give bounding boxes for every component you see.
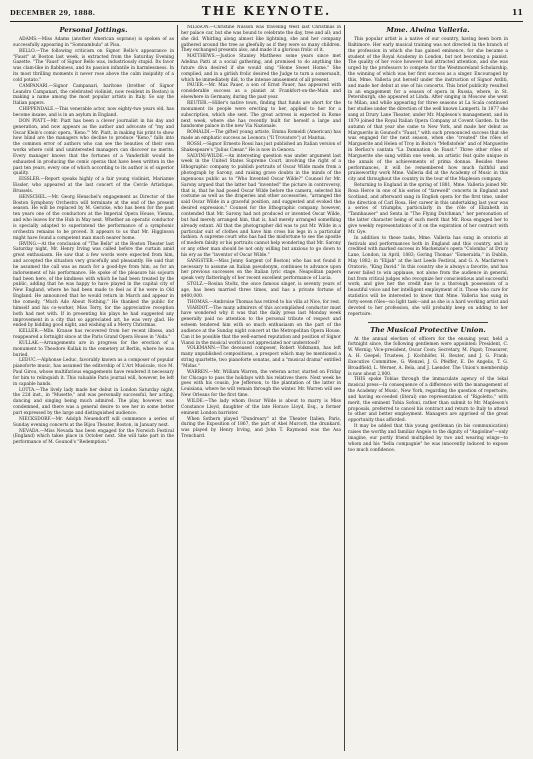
article-paragraph: REUTER.—Hiller's native town, finding that funds are short for the monument its people were erecting to her, applied to her for a subscription, which she sent. The great actress is expected in Rome next week, where she has recently built for herself a large and handsome palace in the new Via Nazionale. — [181, 100, 341, 130]
article-paragraph: ROSSI.—Signor Ernesto Rossi has just published an Italian version of Shakespeare's "Julius Cæsar." He is now in Genova. — [181, 141, 341, 153]
article-columns — [10, 25, 523, 751]
column-left — [10, 25, 177, 751]
article-paragraph: When Sothern played "Dundreary" at the Theater Italien, Paris, during the Exposition of 1867, the part of Abel Murcott, the drunkard, was played by Henry Irving, and John T. Raymond was the Asa Trenchard. — [181, 416, 341, 440]
section-heading-protective-union: The Musical Protective Union. — [370, 325, 486, 334]
issue-date: DECEMBER 29, 1888. — [10, 9, 96, 17]
article-paragraph: This popular artist is a native of our country, having been born in Baltimore. Her early musical training was not directed in the branch of the profession in which she has gained eminence, for she became a student of the Royal Academy in London, but not becoming a pianist. The quality of her voice however had attracted attention, and she was urged by the professors to compete for the Westmoreland Scholarship, the winning of which was her first success as a singer. Encouraged by this, Mme. Valleria put herself under the instruction of Signor Arditi, and made her debut at one of his concerts. This brief publicity resulted in an engagement for a season of opera in Russia, where, in St. Petersburgh, she appeared at Linda. After singing in Moscow she went to Milan, and while appearing for three seasons at La Scala continued her studies under the direction of the well known Lamperti. In 1877 she sang at Drury Lane Theater, under Mr. Mapleson's management, and in 1879 joined the Royal Italian Opera Company at Covent Garden. In the autumn of that year she came to New York, and made her debut as Marguerite in Gounod's "Faust," with such pronounced success that she was engaged for the next season, when she "created" the rôles of Marguerite and Helen of Troy in Boito's "Mefistofele" and of Marguerite in Berlioz's cantata "La Damnation de Faust." Three other rôles of Marguerite she sang within one week, an artistic feat quite unique in the annals of the achievements of prima donnas. Besides these performances, it will be remembered how much faithful and praiseworthy work Mme. Valleria did at the Academy of Music in this city and throughout the country in the tour of the Mapleson company. — [348, 37, 508, 183]
newspaper-page — [10, 4, 523, 754]
article-paragraph: PAUER.—Mr. Max Pauer, a son of Ernst Pauer, has appeared with considerable success as a pianist at Frankfort-on-the-Main and elsewhere in Germany, during the past year. — [181, 83, 341, 101]
section-heading-valleria: Mme. Alwina Valleria. — [386, 26, 470, 34]
article-paragraph: CAMPANARI.—Signor Campanari, baritone (brother of Signor Leandro Campanari, the celebrated violinist, now resident in Boston) is making a name among the most popular artists in Italy. So say the Italian papers. — [13, 83, 174, 107]
article-paragraph: IRVING.—At the conclusion of "The Bells" at the Boston Theater last Saturday night, Mr. Henry Irving was called before the curtain amid great enthusiasm. He saw that a few words were expected from him, and accepted the situation very gracefully and pleasantly. He said that he assumed the call was as much for a good-bye from him, as for an indorsement of his performance. He spoke of the pleasure his sojourn had been here, of the kindness with which he had been treated by the public, adding that he was happy to have played in the capital city of New England, where he had been made to feel as if he were in Old England. He announced that he would return in March and appear in the comedy, "Much Ado About Nothing." He thanked the public for himself and his co-worker, Miss Terry, for the appreciative reception both had met with. If in presenting his plays he had suggested any improvement in a city that so appreciated art, he was very glad. He ended by bidding good night, and wishing all a Merry Christmas. — [13, 241, 174, 329]
column-middle — [177, 25, 344, 751]
article-paragraph: KELLER.—Mlle. Krause has recovered from her recent illness, and reappeared a fortnight since at the Paris Grand Opera House in "Aida." — [13, 329, 174, 341]
article-paragraph: NILSSON.—Christine Nilsson was traveling West last Christmas in her palace car, but she was bound to celebrate the day, tree and all; and she did. Whirling along almost like lightning, she and her company gathered around the tree as gleefully as if they were so many children. They exchanged presents also, and made it a glorious frolic of it. — [181, 25, 341, 54]
article-paragraph: STOLZ.—Rosina Stoltz, the once famous singer, is seventy years of age, has been married three times, and has a private fortune of $400,000. — [181, 282, 341, 299]
masthead — [10, 4, 523, 22]
article-paragraph: ADAMS.—Miss Adams (another American soprano) is spoken of as successfully appearing in "Somnambula" at Pisa. — [13, 37, 174, 48]
article-paragraph: Returning to England in the spring of 1881, Mme. Valleria joined Mr. Rosa Herce in one of his series of "farewell" concerts in England and Scotland, and afterward sang in English opera for the first time, under the direction of Carl Rosa. Her career in this undertaking last year was a series of triumphs, particularly in the rôle of Elizabeth in "Tannhauser" and Senta in "The Flying Dutchman," her personation of the latter character being of such merit that Mr. Rosa engaged her to give weekly representations of it on the expiration of her contract with Mr. Gye. — [348, 183, 508, 235]
publication-title: THE KEYNOTE. — [201, 4, 332, 18]
article-paragraph: EISSLER.—Report speaks highly of a fair young violinist, Marianne Eissler, who appeared at the last concert of the Cercle Artistique, Brussels. — [13, 177, 174, 194]
page-number: 11 — [511, 7, 523, 17]
article-paragraph: VOLKMANN.—The deceased composer, Robert Volkmann, has left many unpublished compositions, a prospect which may be mentioned a string quartette, two pianoforte sonatas, and a "musical drama" entitled "Midas." — [181, 346, 341, 369]
article-paragraph: NEVADA.—Miss Nevada has been engaged for the Norwich Festival (England) which takes place in October next. She will take part in the performance of M. Gounod's "Redemption." — [13, 428, 174, 446]
article-paragraph: SALVINI-WILDE.—An interesting question was under argument last week in the United States Supreme Court, involving the right of a lithographic company to publish portraits of Oscar Wilde made from a photograph by Sarony, and raising grave doubts in the minds of the ingenuous public as to "Who Invented Oscar Wilde?" Counsel for Mr. Sarony argued that the latter had "invented" the picture in controversy, that is, that he had posed Oscar Wilde before the camera, selected his costume as well as the draperies and other accessories, "arranged the said Oscar Wilde in a graceful position, and suggested and evoked the desired expression." Counsel for the lithographic company, however, contended that Mr. Sarony had not produced or invented Oscar Wilde, but had merely arranged him, that is, had merely arranged something already extant. All that the photographer did was to put Mr. Wilde in a particular suit of clothes and have him cross his legs in a particular fashion. A supreme court who has had the misfortune to see the apostle of modern falsity or his portraits cannot help wondering that Mr. Sarony or any other man should be not only willing but anxious to go down to his ery as the "inventor of Oscar Wilde." — [181, 153, 341, 258]
article-paragraph: LOTTA.—The lively lady made her debut in London Saturday night, the 22d inst., in "Musette," and was personally successful, her acting, dancing and singing being much admired. The play, however, was condemned, and there was a general desire to see her in some better part expressed by the large and distinguished audience. — [13, 387, 174, 416]
article-paragraph: MATTHEWS.—Justice Stanley Matthews some years since met Adelina Patti at a social gathering, and promised to do anything the future diva desired if she would sing "Home Sweet Home." She complied, and in a girlish frolic desired the Judge to turn a somersault, which he immediately did, to the intense amusement of all present. — [181, 54, 341, 83]
article-paragraph: SANGSTER.—Miss Jenny Sargent (of Boston) who has not found it necessary to assume an Italian pseudonym, continues to advance upon her previous successes on the Italian lyric stage. Neapolitan papers speak very flatteringly of her recent excellent performance of Lucia. — [181, 258, 341, 282]
article-paragraph: DON PIATT.—Mr. Piatt has been a clever journalist in his day and generation, and now appears as the author and advocate of "my and Oscar Klein's comic opera, 'Keno.'" Mr. Piatt, in making his print to show how blind are the managers who decline to produce "Keno," falls into the common error of authors who can see the beauties of their own works where cold and uninterested managers can discover no merits. Every manager knows that the fortunes of a Vanderbilt would be exhausted in producing the comic operas that have been written in the past ten years, every one of which according to its author is of superior quality. — [13, 118, 174, 177]
article-paragraph: NIECKSDORF.—Mr. Adolph Neuendorff will commence a series of Sunday evening concerts at the Bijou Theater, Boston, in January next. — [13, 416, 174, 428]
article-paragraph: VIARDOT.—The many admirers of this accomplished conductor must have wondered why it was that the daily press last Monday week generally paid no attention to the personal tribute of respect and esteem tendered him with so much enthusiasm on the part of the audience at the Sunday night concert at the Metropolitan Opera House. Can it be possible that the well-earned reputation and position of Signor Viansi in the musical world is not appreciated nor understood? — [181, 305, 341, 346]
column-right — [344, 25, 511, 751]
article-paragraph: WARREN.—Mr. William Warren, the veteran actor, started on Friday for Chicago to pass the holidays with his relatives there. Next week he goes with his cousin, Joe Jefferson, to the plantation of the latter in Louisiana, where he will remain through the winter. Mr. Warren will see New Orleans for the first time. — [181, 369, 341, 399]
article-paragraph: KULLAK.—Arrangements are in progress for the erection of a monument to Theodore Kullak in the cemetery at Berlin, where he was buried. — [13, 340, 174, 358]
article-paragraph: BELLO.—The following criticism on Signor Bello's appearance in "Faust" at Boston last week, is extracted from the Saturday Evening Gazette. "The 'Faust' of Signor Bello was, industriously stupid. Its favor was clam-like in flabbiness, and its passion infantile in harmlessness. In its most thrilling moments it never rose above the calm insipidity of a cold potato." — [13, 48, 174, 83]
article-paragraph: WILDE.—The lady whom Oscar Wilde is about to marry is Miss Constance Lloyd, daughter of the late Horace Lloyd, Esq., a former eminent London barrister. — [181, 399, 341, 416]
article-paragraph: In addition to these tasks, Mme. Valleria has sung in oratorio at festivals and performances both in England and this country, and is credited with marked success in Mackenzie's opera "Colomba" at Drury Lane, London, in April, 1883; Goring Thomas' "Esmeralda," in Dublin, May 1882; in "Elijah" at the last Leeds Festival, and G. A. Macfarren's Oratorio, "King David." In this country she is always a favorite, and has never failed to win applause, not alone from the audience in general, but from critical judges who recognize her conscientious and successful work; and give her the credit due to a thorough possession of a beautiful voice and her intelligent employment of it. Those who care for statistics will be interested to know that Mme. Valleria has sung in forty-seven rôles—no light task—and as she is a hard working artist and devoted to her profession, she will probably keep on adding to her repertoire. — [348, 235, 508, 317]
article-paragraph: HENSCHEL.—Mr. Georg Henschel's engagement as Director of the Boston Symphony Orchestra will terminate at the end of the present season. He will be replaced by M. Gericke, who has been for the past ten years one of the conductors at the Imperial Opera House, Vienna, and who leaves for the Hub in May next. Whether an operatic conductor is specially adapted to superintend the performance of a symphonic orchestra remains to be proved. It appears to us that Mr. Higginson might have found a competent man much nearer home. — [13, 194, 174, 241]
article-paragraph: THIS spoke Tobias through the immaculate agency of the lokal musical press—In consequence of a difference with the management of the Academy of Music, New York, regarding the question of repertoire, and having ex-ceeded (literal) one representation of "Rigoletto," with merit, the eminent Tobia Sofoni, rather than submit to Mr. Mapleson's proposals, preferred to cancel his contract and return to Italy to attend to other and better employment. Managers are apprised of the great opportunity thus afforded. — [348, 377, 508, 424]
article-paragraph: At the annual election of officers for the ensuing year, held a fortnight since, the following gentlemen were appointed: President, C. W. Wernig; Vice-president, Oscar Coon; Secretary, M. Papst; Treasurer, A. H. Goepel; Trustees, J. Kochhöfer, H. Reuter, and J. G. Frank; Executive Committee, G. Wenzel, J. G. Pfeiffer, E. De Angelis, T. G. Broadfield, L. Werner, A. Bela, and J. Laender. The Union's membership is now about 2,000. — [348, 336, 508, 377]
article-paragraph: It may be added that this young gentleman (in his communication) raises the worthy and familiar Angelo to the dignity of "Angioline"—only imagine, our portly friend multiplied by two and wearing wings—to whom and his "bella compagnie" he was innocently induced to expose too much confidence. — [348, 424, 508, 453]
section-heading-personal-jottings: Personal Jottings. — [59, 26, 128, 34]
section-divider — [368, 322, 488, 323]
article-paragraph: CHIPPENDALE.—This venerable actor, now eighty-two years old, has become insane, and is in an asylum in England. — [13, 107, 174, 118]
article-paragraph: LEDUC.—Alphonse Leduc, favorably known as a composer of popular pianoforte music, has assumed the editorship of L'Art Musicale, vice M. Paul Girou, whose multifarious engagements have rendered it necessary for him to relinquish it. This valuable Paris journal will, however, be left in capable hands. — [13, 358, 174, 387]
article-paragraph: ROMALDI.—The gifted young artiste, Emma Romeldi (American) has made an emphatic success as Leonora ("Il Trovatore") at Mantua. — [181, 130, 341, 142]
article-paragraph: THOMAS.—Ambroise Thomas has retired to his villa at Nice, for rest. — [187, 299, 341, 305]
